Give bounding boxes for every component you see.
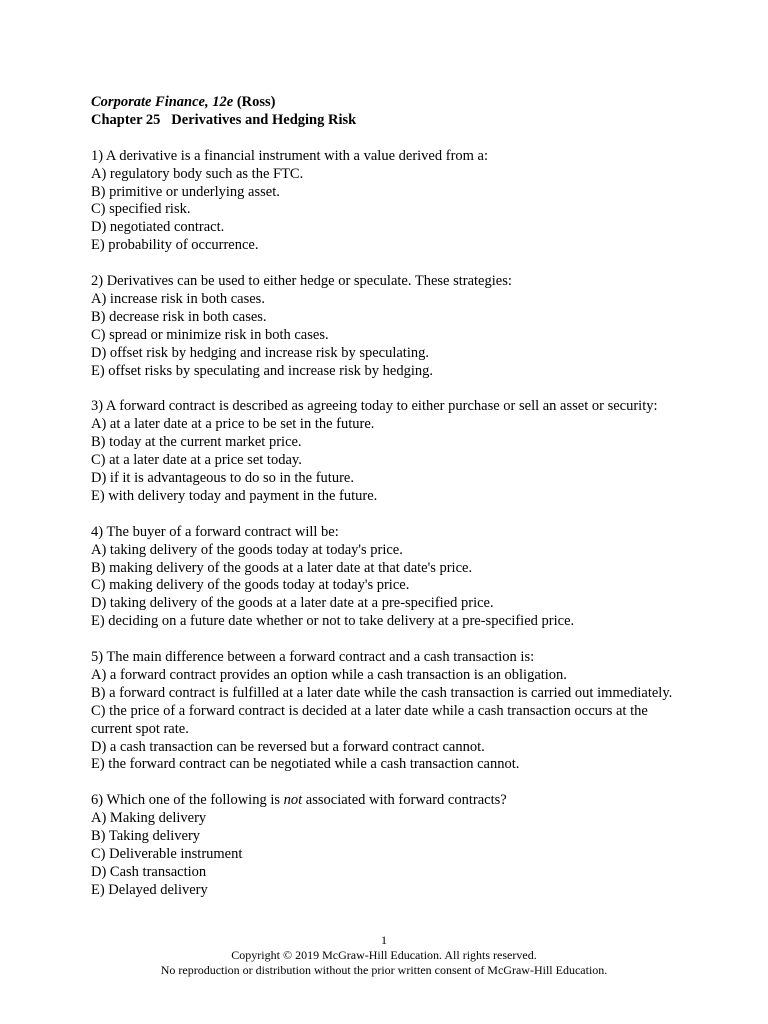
answer-option: E) probability of occurrence. <box>91 237 259 254</box>
answer-option: D) a cash transaction can be reversed but a forward contract cannot. <box>91 738 485 755</box>
answer-option: C) spread or minimize risk in both cases. <box>91 326 329 343</box>
question-stem: 4) The buyer of a forward contract will be: <box>91 523 339 540</box>
distribution-notice: No reproduction or distribution without the prior written consent of McGraw-Hill Education. <box>160 963 608 977</box>
answer-option: A) at a later date at a price to be set in the future. <box>91 416 375 433</box>
answer-option: D) taking delivery of the goods at a later date at a pre-specified price. <box>91 595 494 612</box>
question-3 <box>91 398 691 505</box>
book-title: Corporate Finance, 12e <box>91 94 234 110</box>
answer-option: B) primitive or underlying asset. <box>91 183 280 200</box>
answer-option: B) decrease risk in both cases. <box>91 308 267 325</box>
answer-option: C) specified risk. <box>91 201 191 218</box>
answer-option: D) offset risk by hedging and increase risk by speculating. <box>91 344 429 361</box>
answer-option: C) the price of a forward contract is decided at a later date while a cash transaction occurs at the current spot rate. <box>91 702 648 737</box>
answer-option: A) a forward contract provides an option while a cash transaction is an obligation. <box>91 666 567 683</box>
page-footer <box>0 933 768 978</box>
question-stem-end: associated with forward contracts? <box>302 792 507 809</box>
book-author: (Ross) <box>236 94 276 110</box>
answer-option: D) negotiated contract. <box>91 219 225 236</box>
question-4 <box>91 524 691 631</box>
question-stem: 1) A derivative is a financial instrument with a value derived from a: <box>91 147 489 164</box>
answer-option: D) Cash transaction <box>91 863 207 880</box>
answer-option: E) with delivery today and payment in the future. <box>91 487 378 504</box>
answer-option: B) making delivery of the goods at a later date at that date's price. <box>91 559 473 576</box>
question-1 <box>91 148 691 255</box>
question-5 <box>91 649 691 774</box>
question-stem <box>91 792 691 810</box>
question-stem: 2) Derivatives can be used to either hedge or speculate. These strategies: <box>91 273 512 290</box>
answer-option: A) increase risk in both cases. <box>91 290 265 307</box>
answer-option: C) making delivery of the goods today at today's price. <box>91 577 410 594</box>
answer-option: A) Making delivery <box>91 810 207 827</box>
answer-option: B) today at the current market price. <box>91 434 302 451</box>
answer-option: A) regulatory body such as the FTC. <box>91 165 304 182</box>
question-stem: 3) A forward contract is described as agreeing today to either purchase or sell an asset or security: <box>91 398 658 415</box>
question-2 <box>91 273 691 380</box>
answer-option: E) deciding on a future date whether or not to take delivery at a pre-specified price. <box>91 613 575 630</box>
book-title-line <box>91 94 691 112</box>
answer-option: A) taking delivery of the goods today at today's price. <box>91 541 403 558</box>
page-content <box>91 94 691 900</box>
answer-option: C) Deliverable instrument <box>91 845 243 862</box>
page-number: 1 <box>381 933 387 947</box>
answer-option: B) a forward contract is fulfilled at a later date while the cash transaction is carried out immediately. <box>91 684 673 701</box>
answer-option: D) if it is advantageous to do so in the future. <box>91 469 354 486</box>
question-stem: 5) The main difference between a forward contract and a cash transaction is: <box>91 649 535 666</box>
question-6 <box>91 792 691 899</box>
answer-option: C) at a later date at a price set today. <box>91 452 302 469</box>
answer-option: B) Taking delivery <box>91 828 201 845</box>
answer-option: E) offset risks by speculating and increase risk by hedging. <box>91 362 434 379</box>
answer-option: E) the forward contract can be negotiated while a cash transaction cannot. <box>91 756 520 773</box>
question-stem-emphasis: not <box>283 792 303 809</box>
copyright-notice: Copyright © 2019 McGraw-Hill Education. All rights reserved. <box>231 948 537 962</box>
answer-option: E) Delayed delivery <box>91 881 208 898</box>
chapter-title: Chapter 25 Derivatives and Hedging Risk <box>91 111 357 128</box>
question-stem-start: 6) Which one of the following is <box>91 792 284 809</box>
